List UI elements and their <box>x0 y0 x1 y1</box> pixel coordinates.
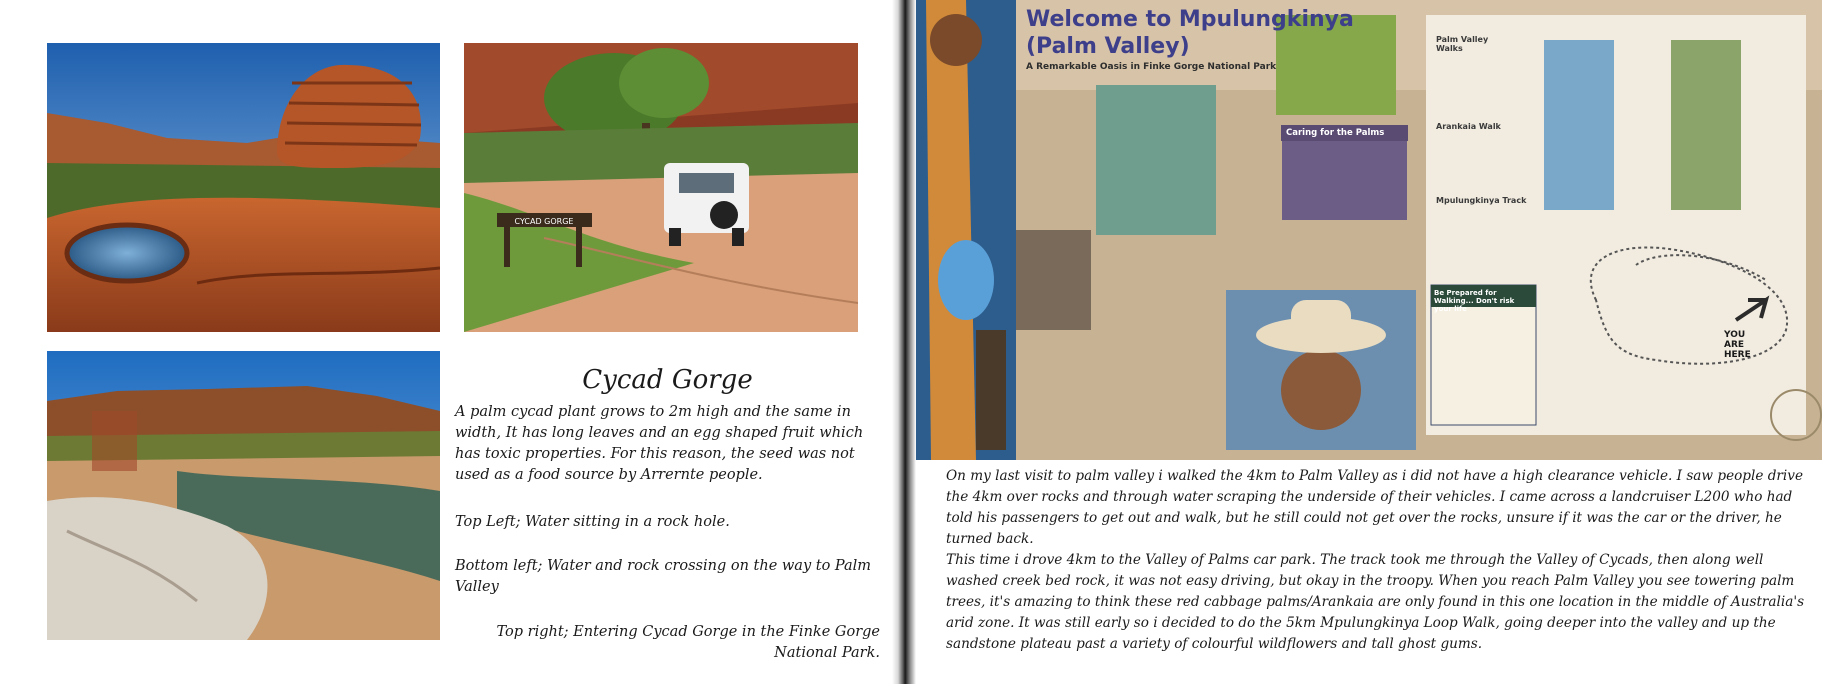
caption-bottom-left: Bottom left; Water and rock crossing on the way to Palm Valley <box>455 558 872 595</box>
creek-crossing-image <box>47 351 440 640</box>
palm-valley-walks-title: Palm Valley Walks <box>1436 35 1489 53</box>
cycad-description: A palm cycad plant grows to 2m high and the same in width, It has long leaves and an egg shaped fruit which has toxic properties. For this reason, the seed was not used as a food source by Arrernte people. <box>455 404 864 483</box>
sign-title-2: (Palm Valley) <box>1026 34 1190 59</box>
sign-subtitle: A Remarkable Oasis in Finke Gorge National Park <box>1026 62 1277 72</box>
page-title: Cycad Gorge <box>582 365 753 395</box>
arankaia-walk-label: Arankaia Walk <box>1436 122 1501 131</box>
cycad-gorge-image <box>464 43 858 332</box>
journal-entry: On my last visit to palm valley i walked the 4km to Palm Valley as i did not have a high clearance vehicle. I saw people drive the 4km over rocks and through water scraping the underside of their vehicles. I came across a landcruiser L200 who had told his passengers to get out and walk, but he still could not get over the rocks, unsure if it was the car or the driver, he turned back. This time i drove 4km to the Valley of Palms car park. The track took me through the Valley of Cycads, then along well washed creek bed rock, it was not easy driving, but okay in the troopy. When you reach Palm Valley you see towering palm trees, it's amazing to think these red cabbage palms/Arankaia are only found in this one location in the middle of Australia's arid zone. It was still early so i decided to do the 5km Mpulungkinya Loop Walk, going deeper into the valley and up the sandstone plateau past a variety of colourful wildflowers and tall ghost gums. <box>946 468 1805 652</box>
rock-hole-image <box>47 43 440 332</box>
caption-top-right: Top right; Entering Cycad Gorge in the Finke Gorge National Park. <box>496 624 880 661</box>
you-are-here-label: YOU ARE HERE <box>1724 330 1751 360</box>
caption-top-left: Top Left; Water sitting in a rock hole. <box>455 514 730 530</box>
photo-welcome-sign <box>916 0 1822 460</box>
photo-creek-crossing <box>47 351 440 640</box>
photo-rock-hole <box>47 43 440 332</box>
cycad-gorge-sign: CYCAD GORGE <box>514 217 574 226</box>
photo-cycad-gorge <box>464 43 858 332</box>
be-prepared-title: Be Prepared for Walking... Don't risk your life <box>1434 289 1515 313</box>
mpulungkinya-track-label: Mpulungkinya Track <box>1436 196 1527 205</box>
sign-title: Welcome to Mpulungkinya <box>1026 7 1354 32</box>
caring-for-palms-title: Caring for the Palms <box>1286 128 1385 138</box>
book-gutter <box>892 0 916 684</box>
